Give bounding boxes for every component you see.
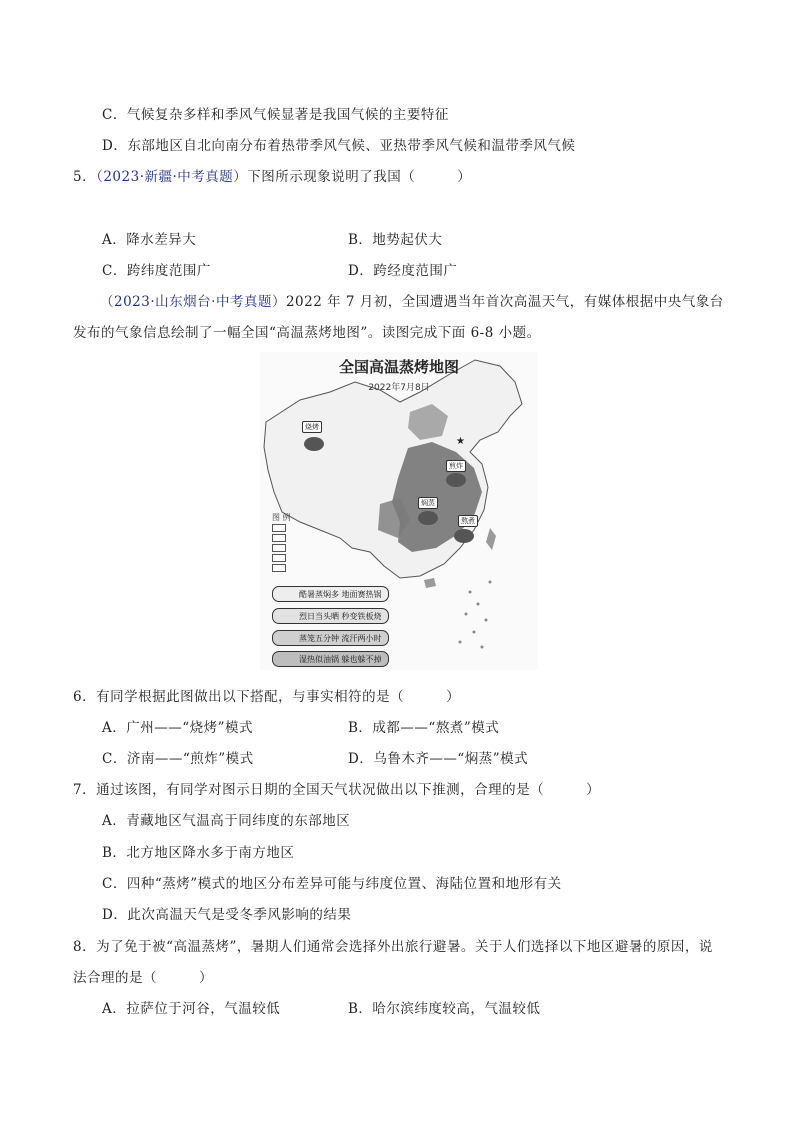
q5-option-a: A．降水差异大 bbox=[102, 232, 197, 248]
legend-row bbox=[272, 564, 286, 572]
q7-option-d: D．此次高温天气是受冬季风影响的结果 bbox=[102, 907, 352, 923]
q8-option-a: A．拉萨位于河谷，气温较低 bbox=[102, 1001, 281, 1017]
q6-option-a: A．广州——“烧烤”模式 bbox=[102, 720, 254, 736]
mode-pill-1: 酷暑蒸焖多 地面赛热锅 bbox=[272, 586, 389, 602]
legend-row bbox=[272, 534, 286, 542]
map-date: 2022年7月8日 bbox=[368, 383, 430, 393]
q6-option-c: C．济南——“煎炸”模式 bbox=[102, 751, 254, 767]
q5-source-tag: （2023·新疆·中考真题） bbox=[96, 169, 248, 185]
intro-line-1 bbox=[100, 290, 724, 310]
map-label-aozhu: 熬煮 bbox=[458, 515, 478, 527]
q8-stem-line-2: 法合理的是（ ） bbox=[73, 970, 213, 986]
q8-stem-line-1: 8．为了免于被“高温蒸烤”，暑期人们通常会选择外出旅行避暑。关于人们选择以下地区避暑的原因，说 bbox=[73, 939, 713, 955]
legend-row bbox=[272, 544, 286, 552]
q5-option-d: D．跨经度范围广 bbox=[348, 263, 458, 279]
q7-stem: 7．通过该图，有同学对图示日期的全国天气状况做出以下推测，合理的是（ ） bbox=[73, 782, 601, 798]
q7-option-a: A．青藏地区气温高于同纬度的东部地区 bbox=[102, 813, 351, 829]
map-title: 全国高温蒸烤地图 bbox=[338, 358, 459, 376]
intro-line-2: 发布的气象信息绘制了一幅全国“高温蒸烤地图”。读图完成下面 6-8 小题。 bbox=[73, 325, 541, 341]
q6-option-b: B．成都——“熬煮”模式 bbox=[348, 720, 500, 736]
q6-stem: 6．有同学根据此图做出以下搭配，与事实相符的是（ ） bbox=[73, 689, 461, 705]
heat-map-figure bbox=[260, 352, 538, 670]
map-legend-title: 图 例 bbox=[272, 513, 291, 522]
q4-option-d: D．东部地区自北向南分布着热带季风气候、亚热带季风气候和温带季风气候 bbox=[102, 138, 576, 154]
q5-text: 下图所示现象说明了我国（ ） bbox=[247, 169, 472, 185]
mode-pill-2: 烈日当头晒 秒变铁板烧 bbox=[272, 608, 389, 624]
q8-option-b: B．哈尔滨纬度较高，气温较低 bbox=[348, 1001, 541, 1017]
q7-option-c: C．四种“蒸烤”模式的地区分布差异可能与纬度位置、海陆位置和地形有关 bbox=[102, 876, 562, 892]
q4-option-c: C．气候复杂多样和季风气候显著是我国气候的主要特征 bbox=[102, 107, 449, 123]
mode-pill-3: 蒸笼五分钟 流汗两小时 bbox=[272, 630, 389, 646]
q6-option-d: D．乌鲁木齐——“焖蒸”模式 bbox=[348, 751, 529, 767]
q5-option-c: C．跨纬度范围广 bbox=[102, 263, 211, 279]
map-label-menzheng: 焖蒸 bbox=[418, 497, 438, 509]
capital-star-icon: ★ bbox=[456, 436, 465, 447]
mode-pill-4: 湿热似油锅 躲也躲不掉 bbox=[272, 651, 389, 667]
q5-number: 5． bbox=[73, 169, 97, 185]
map-label-shaokao: 烧烤 bbox=[302, 421, 322, 433]
legend-row bbox=[272, 524, 286, 532]
q5-option-b: B．地势起伏大 bbox=[348, 232, 443, 248]
legend-row bbox=[272, 554, 286, 562]
map-label-jianzha: 煎炸 bbox=[446, 460, 466, 472]
q7-option-b: B．北方地区降水多于南方地区 bbox=[102, 845, 295, 861]
q5-stem bbox=[73, 165, 471, 185]
intro-source-tag: （2023·山东烟台·中考真题） bbox=[100, 294, 286, 310]
intro-text-1: 2022 年 7 月初，全国遭遇当年首次高温天气，有媒体根据中央气象台 bbox=[285, 294, 724, 310]
